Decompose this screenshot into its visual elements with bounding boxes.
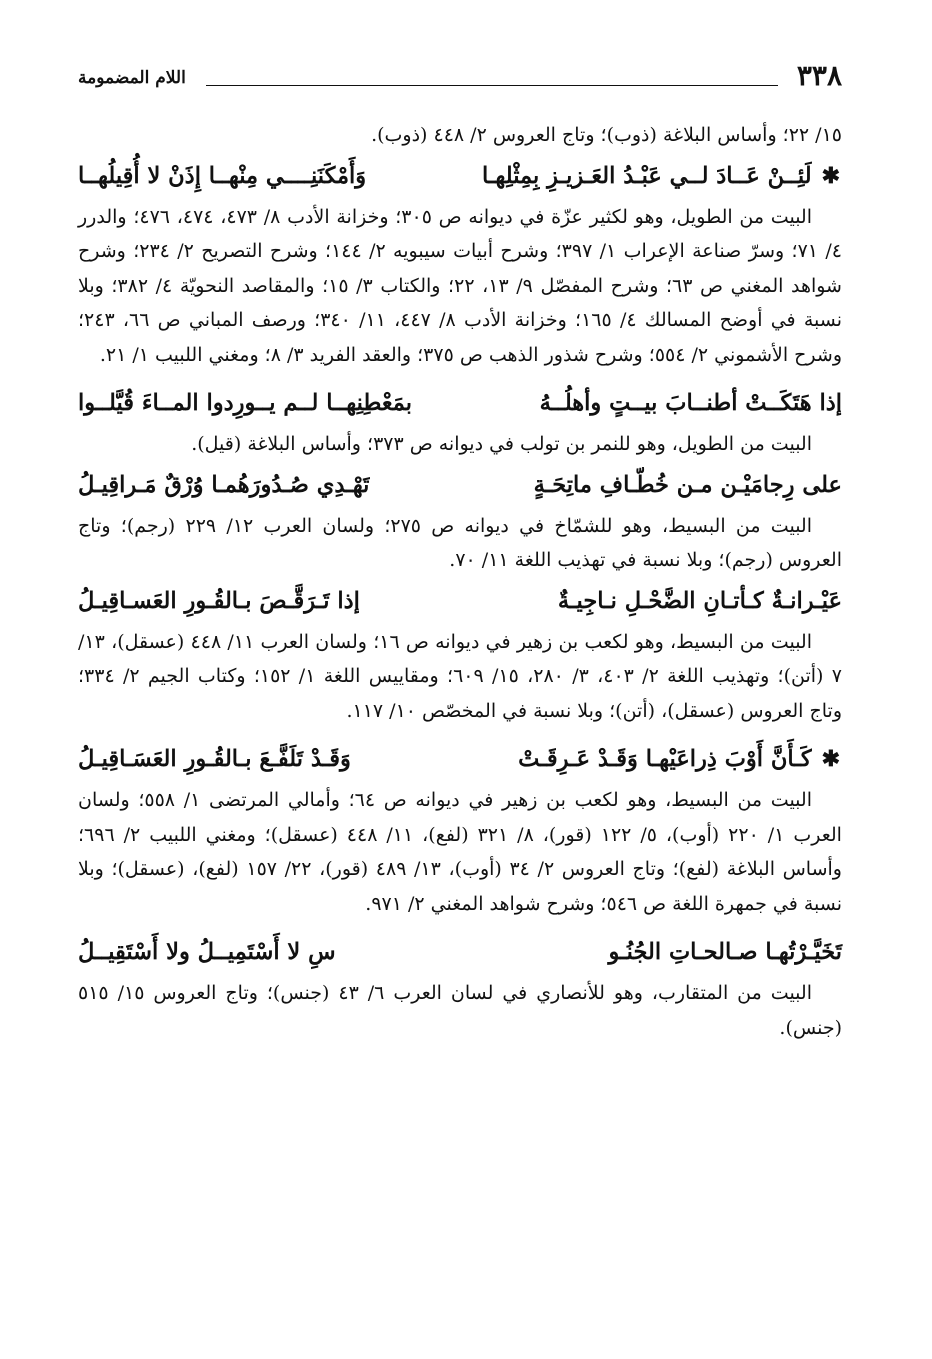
verse-commentary: البيت من الطويل، وهو لكثير عزّة في ديوانه ص ٣٠٥؛ وخزانة الأدب ٨/ ٤٧٣، ٤٧٤، ٤٧٦؛ والدرر ٤/ ٧١؛ وسرّ صناعة الإعراب ١/ ٣٩٧؛ وشرح أبيات سيبويه ٢/ ١٤٤؛ وشرح التصريح ٢/ ٢٣٤؛ وشرح شواهد المغني ص ٦٣؛ وشرح المفصّل ٩/ ١٣، ٢٢؛ والكتاب ٣/ ١٥؛ والمقاصد النحويّة ٤/ ٣٨٢؛ وبلا نسبة في أوضح المسالك ٤/ ١٦٥؛ وخزانة الأدب ٨/ ٤٤٧، ١١/ ٣٤٠؛ ورصف المباني ص ٦٦، ٢٤٣؛ وشرح الأشموني ٢/ ٥٥٤؛ وشرح شذور الذهب ص ٣٧٥؛ والعقد الفريد ٣/ ٨؛ ومغني اللبيب ١/ ٢١. <box>78 205 842 366</box>
page-body <box>78 118 842 1045</box>
verse-hemistich-first: تَخَيَّـرْتُهـا صـالحـاتِ الجُنُـو <box>608 939 842 965</box>
header-rule <box>206 85 778 86</box>
verse-commentary: البيت من البسيط، وهو لكعب بن زهير في ديوانه ص ٦٤؛ وأمالي المرتضى ١/ ٥٥٨؛ ولسان العرب ١/ ٢٢٠ (أوب)، ٥/ ١٢٢ (قور)، ٨/ ٣٢١ (لفع)، ١١/ ٤٤٨ (عسقل)؛ ومغني اللبيب ٢/ ٦٩٦؛ وأساس البلاغة (لفع)؛ وتاج العروس ٢/ ٣٤ (أوب)، ١٣/ ٤٨٩ (قور)، ٢٢/ ١٥٧ (لفع)، (عسقل)؛ وبلا نسبة في جمهرة اللغة ص ٥٤٦؛ وشرح شواهد المغني ٢/ ٩٧١. <box>78 789 842 915</box>
verse-hemistich-second: سِ لا أَسْتَمِيــلُ ولا أَسْتَقِيــلُ <box>78 939 336 965</box>
verse-hemistich-second: وَقَـدْ تَلَفَّـعَ بـالقُـورِ العَسَـاقِيـلُ <box>78 746 351 772</box>
verse-hemistich-first: إذا هَتَكَــتْ أطنــابَ بيــتٍ وأهلُــهُ <box>539 390 842 416</box>
star-marker-icon: ✱ <box>821 746 840 772</box>
verse-commentary: البيت من المتقارب، وهو للأنصاري في لسان العرب ٦/ ٤٣ (جنس)؛ وتاج العروس ١٥/ ٥١٥ (جنس). <box>78 982 842 1039</box>
verse-line <box>78 933 842 971</box>
verse-commentary: البيت من الطويل، وهو للنمر بن تولب في ديوانه ص ٣٧٣؛ وأساس البلاغة (قيل). <box>191 433 812 455</box>
verse-hemistich-first: عَيْـرانـةٌ كـأتـانِ الضَّحْـلِ نـاجِيـةٌ <box>557 587 842 614</box>
continuation-text: ١٥/ ٢٢؛ وأساس البلاغة (ذوب)؛ وتاج العروس ٢/ ٤٤٨ (ذوب). <box>371 124 842 146</box>
star-marker-icon: ✱ <box>821 162 840 189</box>
verse-line <box>78 740 842 778</box>
verse-line <box>78 384 842 422</box>
verse-hemistich-second: وَأَمْكَنَنِــــي مِنْهــا إِذَنْ لا أُقِيلُهــا <box>78 162 367 189</box>
verse-line <box>78 157 842 195</box>
verse-commentary: البيت من البسيط، وهو للشمّاخ في ديوانه ص ٢٧٥؛ ولسان العرب ١٢/ ٢٢٩ (رجم)؛ وتاج العروس (رجم)؛ وبلا نسبة في تهذيب اللغة ١١/ ٧٠. <box>78 514 842 571</box>
verse-hemistich-second: إذا تَـرَقَّـصَ بـالقُـورِ العَسـاقِيـلُ <box>78 587 360 614</box>
verse-commentary: البيت من البسيط، وهو لكعب بن زهير في ديوانه ص ١٦؛ ولسان العرب ١١/ ٤٤٨ (عسقل)، ١٣/ ٧ (أتن)؛ وتهذيب اللغة ٢/ ٤٠٣، ٣/ ٢٨٠، ١٥/ ٦٠٩؛ ومقاييس اللغة ١/ ١٥٢؛ وكتاب الجيم ٢/ ٣٣٤؛ وتاج العروس (عسقل)، (أتن)؛ وبلا نسبة في المخصّص ١٠/ ١١٧. <box>78 630 842 722</box>
verse-line <box>78 582 842 620</box>
verse-hemistich-first: على رِجامَيْـن مـن خُطّـافِ ماتِحَـةٍ <box>533 471 842 498</box>
verse-line <box>78 466 842 504</box>
verse-hemistich-first: لَئِــنْ عَــادَ لــي عَبْـدُ العَـزيـزِ بِمِثْلِهـا <box>481 162 812 189</box>
verse-hemistich-second: تَهْـدِي صُـدُورَهُمـا وُرْقٌ مَـراقِيـلُ <box>78 471 370 498</box>
verse-hemistich-first: كَـأَنَّ أَوْبَ ذِراعَيْهـا وَقَـدْ عَـرِقَـتْ <box>518 746 812 772</box>
running-title: اللام المضمومة <box>78 68 186 88</box>
page-number: ٣٣٨ <box>796 59 842 92</box>
verse-hemistich-second: بمَعْطِنِهــا لــم يــورِدوا المــاءَ قُيَّلــوا <box>78 390 412 416</box>
running-header <box>78 58 842 98</box>
